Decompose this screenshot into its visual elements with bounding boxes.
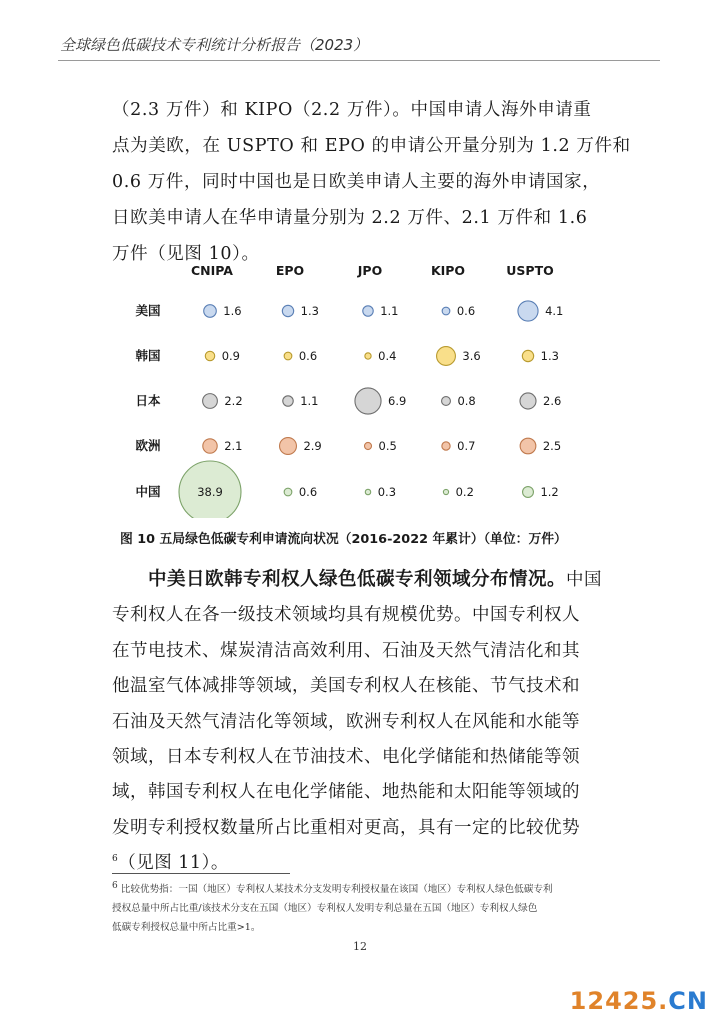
paragraph-1	[112, 92, 631, 272]
paragraph-line: 发明专利授权数量所占比重相对更高，具有一定的比较优势	[112, 817, 580, 838]
paragraph-line: 石油及天然气清洁化等领域，欧洲专利权人在风能和水能等	[112, 711, 580, 732]
bubble-value-label: 0.6	[298, 485, 318, 499]
row-label: 中国	[135, 484, 161, 499]
footnote-text: 比较优势指：一国（地区）专利权人某技术分支发明专利授权量在该国（地区）专利权人绿色低碳专利	[117, 884, 553, 895]
bubble-value-label: 1.2	[540, 485, 559, 499]
bubble-value-label: 2.2	[224, 394, 243, 408]
bubble	[203, 439, 217, 453]
bubble-value-label: 1.1	[380, 304, 399, 318]
column-header-uspto: USPTO	[506, 263, 554, 278]
bubble-value-label: 1.3	[540, 349, 559, 363]
paragraph-line: 万件（见图 10）。	[112, 244, 260, 264]
bubble-value-label: 0.2	[455, 485, 474, 499]
bubble	[442, 307, 450, 315]
footnote-line	[112, 880, 622, 899]
paragraph-line: 领域，日本专利权人在节油技术、电化学储能和热储能等领	[112, 747, 580, 768]
bubble-chart-svg	[110, 258, 610, 518]
bubble-value-label: 3.6	[462, 349, 481, 363]
column-header-epo: EPO	[275, 263, 305, 278]
bubble	[203, 394, 218, 409]
bubble-value-label: 0.4	[378, 349, 397, 363]
bubble	[437, 347, 456, 366]
paragraph-line-lead	[112, 562, 624, 598]
column-header-jpo: JPO	[357, 263, 383, 278]
bubble-value-label: 4.1	[545, 304, 564, 318]
bubble-value-label: 0.7	[457, 439, 476, 453]
footnote-line: 低碳专利授权总量中所占比重>1。	[112, 922, 261, 933]
row-label: 韩国	[135, 348, 161, 363]
footnote-divider	[112, 873, 290, 874]
footnote-line: 授权总量中所占比重/该技术分支在五国（地区）专利权人发明专利总量在五国（地区）专利权人绿色	[112, 903, 538, 914]
bubble	[282, 305, 293, 316]
paragraph-line: 他温室气体减排等领域，美国专利权人在核能、节气技术和	[112, 676, 580, 697]
bubble-value-label: 1.1	[300, 394, 319, 408]
paragraph-line: 在节电技术、煤炭清洁高效利用、石油及天然气清洁化和其	[112, 640, 580, 661]
bubble-value-label: 1.6	[223, 304, 242, 318]
bubble-chart	[110, 258, 610, 518]
bubble-value-label: 0.6	[456, 304, 476, 318]
site-watermark	[570, 987, 708, 1015]
bubble-value-label: 2.1	[224, 439, 243, 453]
footnote-reference[interactable]: 6	[112, 854, 119, 865]
column-header-cnipa: CNIPA	[191, 263, 233, 278]
bubble	[522, 350, 533, 361]
bubble-value-label: 2.5	[542, 439, 562, 453]
page-number: 12	[353, 940, 367, 953]
bubble	[363, 306, 373, 316]
bubble-value-label: 0.5	[378, 439, 397, 453]
watermark-suffix: CN	[668, 987, 708, 1015]
watermark-dot: .	[658, 987, 669, 1015]
header-divider	[58, 60, 660, 61]
bubble-value-label: 2.6	[543, 394, 562, 408]
bubble	[355, 388, 381, 414]
bubble	[365, 489, 370, 494]
bubble-value-label: 0.6	[298, 349, 318, 363]
bubble-value-label: 6.9	[388, 394, 407, 408]
paragraph-line: 0.6 万件，同时中国也是日欧美申请人主要的海外申请国家，	[112, 172, 601, 192]
paragraph-line-tail	[112, 846, 624, 881]
bubble	[443, 489, 448, 494]
footnote-mark: 6	[112, 880, 118, 891]
bubble-value-label: 0.9	[221, 349, 241, 363]
bubble-value-label: 2.9	[303, 439, 322, 453]
bubble	[280, 438, 297, 455]
column-header-kipo: KIPO	[430, 263, 466, 278]
bubble	[523, 487, 534, 498]
watermark-number: 12425	[569, 987, 659, 1015]
figure-caption: 图 10 五局绿色低碳专利申请流向状况（2016-2022 年累计）（单位：万件）	[120, 532, 567, 547]
bubble-value-label: 0.3	[377, 485, 397, 499]
bubble	[518, 301, 538, 321]
paragraph-line: 点为美欧，在 USPTO 和 EPO 的申请公开量分别为 1.2 万件和	[112, 136, 631, 156]
paragraph-line: （2.3 万件）和 KIPO（2.2 万件）。中国申请人海外申请重	[112, 100, 592, 120]
paragraph-line: 域，韩国专利权人在电化学储能、地热能和太阳能等领域的	[112, 782, 580, 803]
bubble	[284, 352, 292, 360]
bubble	[442, 397, 451, 406]
paragraph-line: 日欧美申请人在华申请量分别为 2.2 万件、2.1 万件和 1.6	[112, 208, 588, 228]
paragraph-lead-rest: 中国	[566, 570, 603, 590]
bubble-value-label: 38.9	[197, 485, 223, 499]
bubble-value-label: 1.3	[300, 304, 319, 318]
footnote	[112, 880, 622, 937]
row-label: 美国	[135, 303, 161, 318]
bubble	[520, 393, 536, 409]
bubble	[205, 351, 214, 360]
bubble	[204, 305, 217, 318]
bubble	[442, 442, 450, 450]
bubble-value-label: 0.8	[457, 394, 476, 408]
bubble	[520, 438, 536, 454]
running-header: 全球绿色低碳技术专利统计分析报告（2023）	[60, 36, 369, 54]
bubble	[283, 396, 293, 406]
row-label: 欧洲	[135, 438, 161, 453]
paragraph-lead-bold: 中美日欧韩专利权人绿色低碳专利领域分布情况。	[148, 569, 567, 590]
bubble	[364, 442, 371, 449]
bubble	[284, 488, 292, 496]
paragraph-line: 专利权人在各一级技术领域均具有规模优势。中国专利权人	[112, 605, 580, 626]
row-label: 日本	[135, 393, 161, 408]
paragraph-2	[112, 562, 624, 882]
bubble	[365, 353, 371, 359]
paragraph-tail: （见图 11）。	[118, 853, 229, 874]
